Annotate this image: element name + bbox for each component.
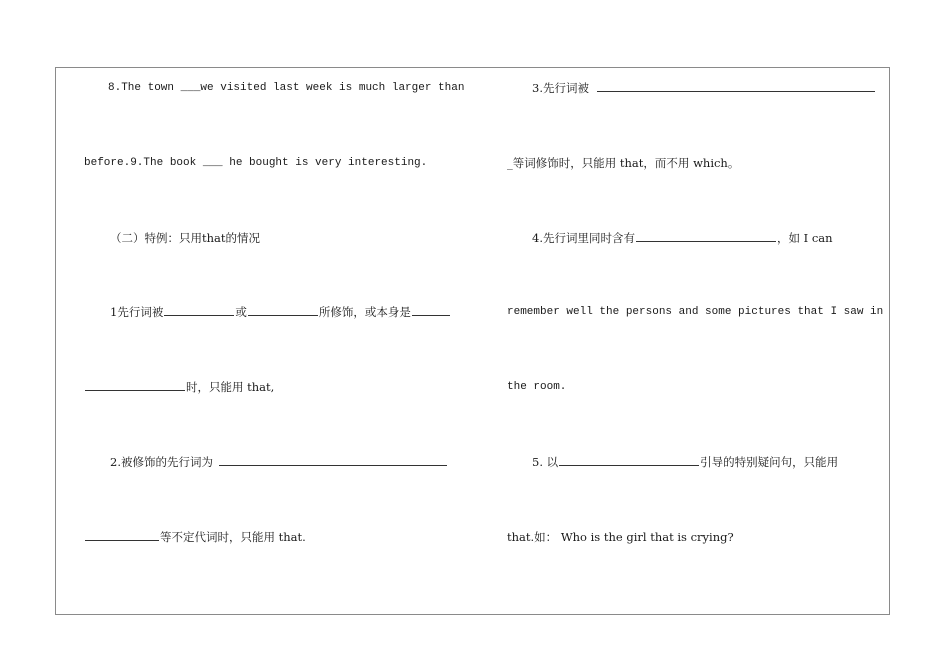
rule-2-line: 2.被修饰的先行词为 xyxy=(110,455,448,469)
rule-5-example: that.如： Who is the girl that is crying? xyxy=(507,530,734,544)
rule-4-example-end: the room. xyxy=(507,381,567,393)
blank[interactable] xyxy=(248,305,318,316)
rule-1-line: 1先行词被 或 所修饰，或本身是 xyxy=(110,305,451,319)
blank[interactable] xyxy=(85,380,185,391)
rule-5-line: 5. 以 引导的特别疑问句，只能用 xyxy=(532,455,839,469)
exercise-9-line: before.9.The book ___ he bought is very interesting. xyxy=(84,157,428,169)
blank[interactable] xyxy=(559,455,699,466)
blank[interactable] xyxy=(412,305,450,316)
blank[interactable] xyxy=(219,455,447,466)
exercise-8-line: 8.The town ___we visited last week is much larger than xyxy=(108,82,465,94)
rule-3-continuation: _等词修饰时，只能用 that，而不用 which。 xyxy=(507,156,740,170)
blank[interactable] xyxy=(164,305,234,316)
blank[interactable] xyxy=(85,530,159,541)
blank[interactable] xyxy=(597,81,875,92)
rule-1-continuation: 时，只能用 that, xyxy=(84,380,274,394)
rule-2-continuation: 等不定代词时，只能用 that. xyxy=(84,530,306,544)
blank[interactable] xyxy=(636,231,776,242)
rule-4-example-line: remember well the persons and some pictures that I saw in xyxy=(507,306,884,318)
section-heading-special-cases: （二）特例：只用that的情况 xyxy=(110,231,261,245)
rule-3-line: 3.先行词被 xyxy=(532,81,876,95)
rule-4-line: 4.先行词里同时含有 ，如 I can xyxy=(532,231,833,245)
